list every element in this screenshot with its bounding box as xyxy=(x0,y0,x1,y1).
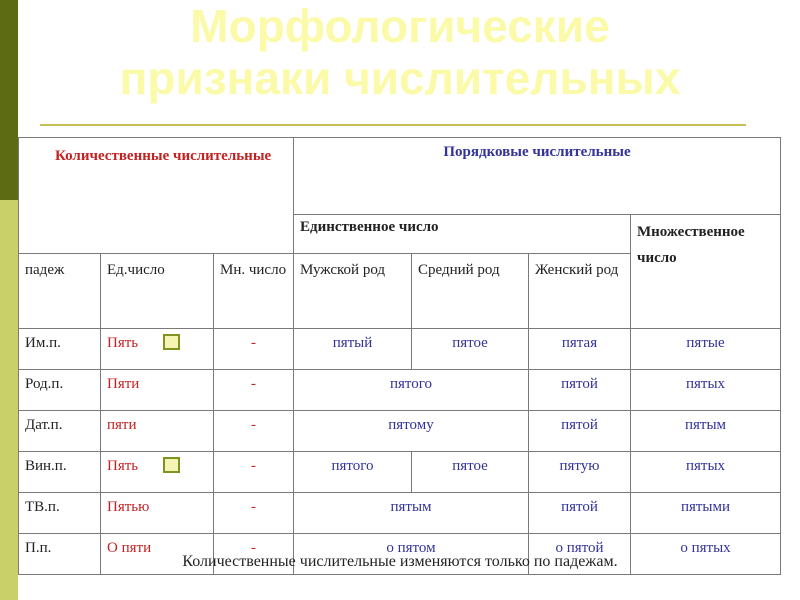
feminine-cell: о пятой xyxy=(529,534,631,575)
neuter-cell: пятое xyxy=(412,329,529,370)
header-quantitative xyxy=(19,138,294,254)
header-ordinal: Порядковые числительные xyxy=(294,138,781,215)
highlight-marker-icon xyxy=(163,334,180,350)
table-row xyxy=(19,411,781,452)
col-header-masculine: Мужской род xyxy=(294,254,412,329)
case-cell: Им.п. xyxy=(19,329,101,370)
quantitative-cell: Пяти xyxy=(101,370,214,411)
plural-cell: пятым xyxy=(631,411,781,452)
table-row xyxy=(19,452,781,493)
feminine-cell: пятая xyxy=(529,329,631,370)
header-singular: Единственное число xyxy=(294,215,631,254)
masc-neuter-cell: о пятом xyxy=(294,534,529,575)
masculine-cell: пятого xyxy=(294,452,412,493)
case-cell: ТВ.п. xyxy=(19,493,101,534)
table-row xyxy=(19,329,781,370)
case-cell: П.п. xyxy=(19,534,101,575)
plural-dash-cell: - xyxy=(214,370,294,411)
case-cell: Род.п. xyxy=(19,370,101,411)
quantitative-cell: О пяти xyxy=(101,534,214,575)
plural-cell: пятыми xyxy=(631,493,781,534)
plural-cell: пятых xyxy=(631,370,781,411)
quantitative-text: Пять xyxy=(107,335,139,351)
highlight-marker-icon xyxy=(163,457,180,473)
feminine-cell: пятой xyxy=(529,411,631,452)
plural-dash-cell: - xyxy=(214,452,294,493)
quantitative-cell: Пятью xyxy=(101,493,214,534)
feminine-cell: пятой xyxy=(529,493,631,534)
sidebar-stripe-light xyxy=(0,200,18,600)
header-quantitative-text: Количественные числительные xyxy=(55,148,272,164)
title-line-2: признаки числительных xyxy=(119,52,681,104)
case-cell: Вин.п. xyxy=(19,452,101,493)
masc-neuter-cell: пятым xyxy=(294,493,529,534)
header-plural: Множественное число xyxy=(631,215,781,329)
feminine-cell: пятую xyxy=(529,452,631,493)
title-divider xyxy=(40,124,746,126)
col-header-neuter: Средний род xyxy=(412,254,529,329)
col-header-plural-short: Мн. число xyxy=(214,254,294,329)
slide-title xyxy=(20,0,780,104)
plural-cell: о пятых xyxy=(631,534,781,575)
sidebar-stripe-dark xyxy=(0,0,18,200)
numerals-table xyxy=(18,137,781,575)
plural-dash-cell: - xyxy=(214,411,294,452)
quantitative-cell xyxy=(101,329,214,370)
masc-neuter-cell: пятому xyxy=(294,411,529,452)
quantitative-cell: пяти xyxy=(101,411,214,452)
col-header-case: падеж xyxy=(19,254,101,329)
neuter-cell: пятое xyxy=(412,452,529,493)
masc-neuter-cell: пятого xyxy=(294,370,529,411)
plural-dash-cell: - xyxy=(214,329,294,370)
quantitative-cell xyxy=(101,452,214,493)
quantitative-text: Пять xyxy=(107,458,139,474)
plural-dash-cell: - xyxy=(214,493,294,534)
plural-cell: пятых xyxy=(631,452,781,493)
footnote: Количественные числительные изменяются только по падежам. xyxy=(182,553,618,570)
plural-cell: пятые xyxy=(631,329,781,370)
col-header-singular-short: Ед.число xyxy=(101,254,214,329)
col-header-feminine: Женский род xyxy=(529,254,631,329)
case-cell: Дат.п. xyxy=(19,411,101,452)
masculine-cell: пятый xyxy=(294,329,412,370)
table-row xyxy=(19,493,781,534)
table-row xyxy=(19,370,781,411)
feminine-cell: пятой xyxy=(529,370,631,411)
title-line-1: Морфологические xyxy=(190,0,610,52)
plural-dash-cell: - xyxy=(214,534,294,575)
